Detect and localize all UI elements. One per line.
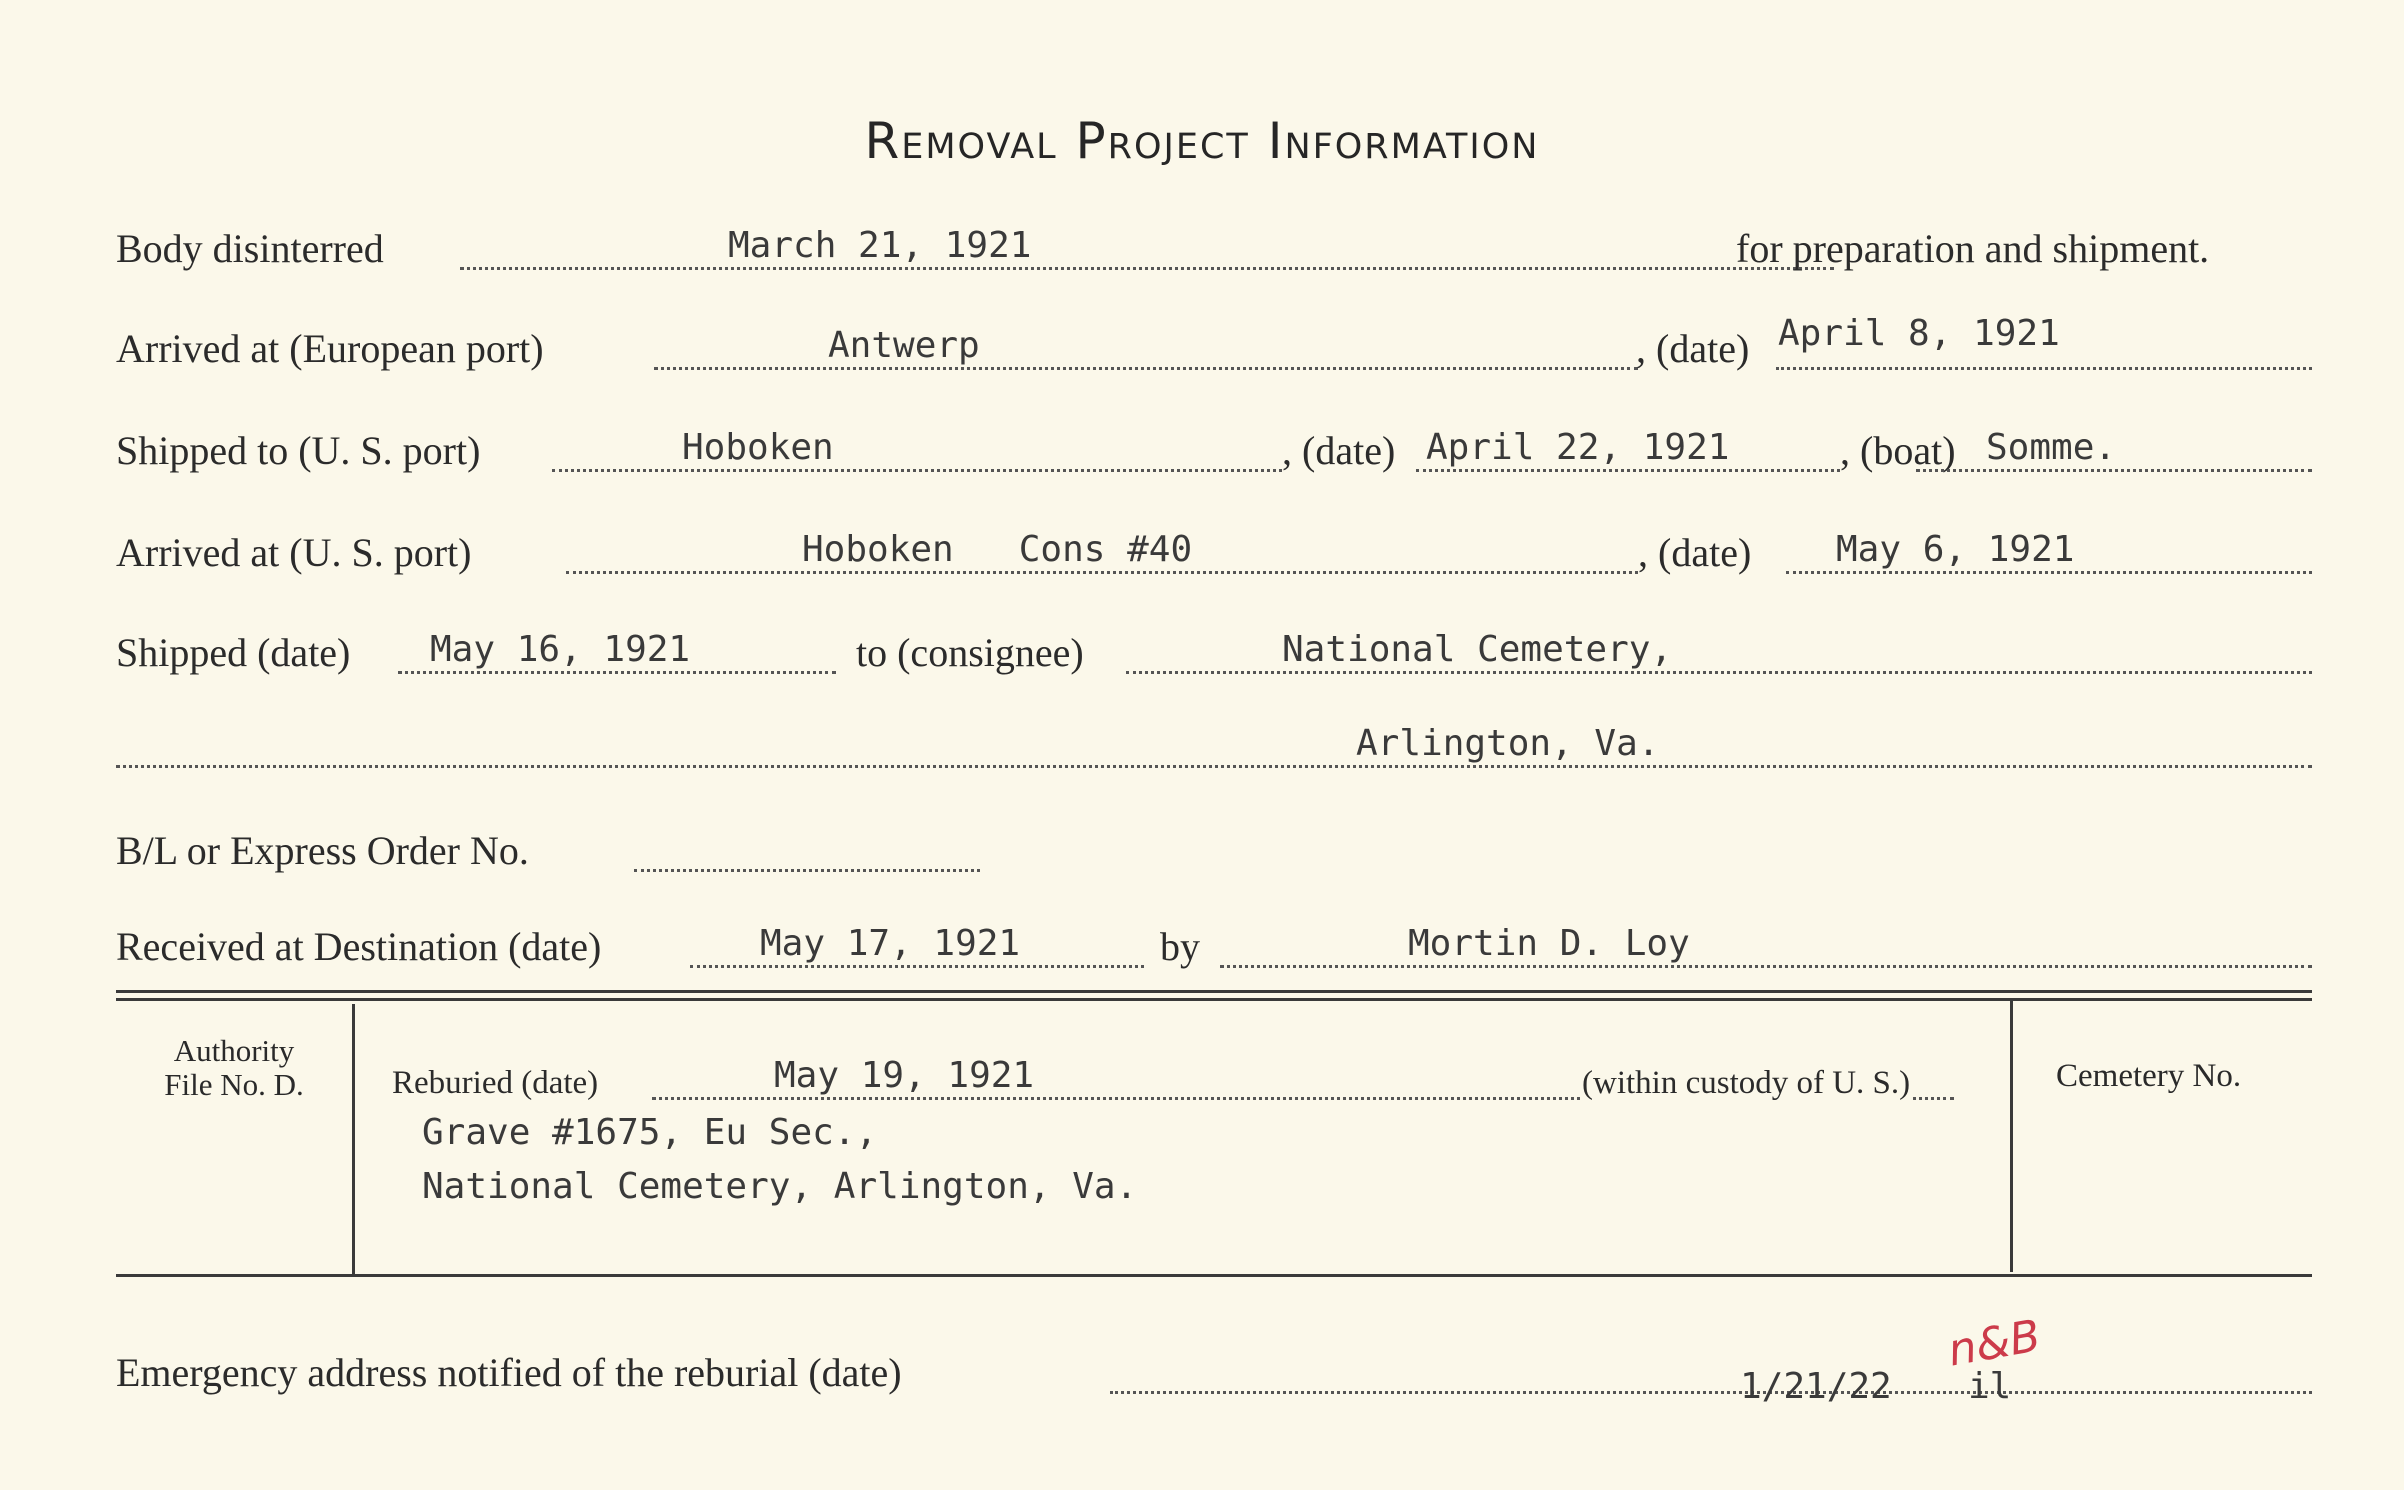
disinterred-value: March 21, 1921 bbox=[728, 225, 1032, 266]
row-us-port-arrived bbox=[116, 514, 2312, 584]
us-port-arrived-label: Arrived at (U. S. port) bbox=[116, 530, 472, 575]
shipped-label: Shipped (date) bbox=[116, 630, 351, 675]
us-port-shipped-date: April 22, 1921 bbox=[1426, 427, 1730, 468]
bl-label: B/L or Express Order No. bbox=[116, 828, 529, 873]
grave-line-1: Grave #1675, Eu Sec., bbox=[422, 1112, 878, 1153]
box-divider-left bbox=[352, 1004, 355, 1276]
row-reburied bbox=[392, 1040, 2044, 1110]
disinterred-suffix: for preparation and shipment. bbox=[1736, 226, 2210, 271]
boat-line bbox=[1916, 469, 2312, 472]
row-shipped bbox=[116, 614, 2312, 684]
authority-file-label bbox=[116, 1034, 352, 1102]
shipped-date-line bbox=[398, 671, 836, 674]
red-handwritten-mark: n&B bbox=[1944, 1310, 2045, 1377]
row-received bbox=[116, 908, 2312, 978]
card-title: Removal Project Information bbox=[864, 112, 1540, 170]
row-bl bbox=[116, 812, 2312, 882]
received-date-line bbox=[690, 965, 1144, 968]
boat-value: Somme. bbox=[1986, 427, 2117, 468]
consignee-continued-line bbox=[116, 765, 2312, 768]
disinterred-line bbox=[460, 267, 1834, 270]
row-consignee-continued bbox=[116, 708, 2312, 778]
us-port-shipped-date-label: , (date) bbox=[1282, 428, 1396, 473]
box-top-rule bbox=[116, 990, 2312, 993]
european-port-date-label: , (date) bbox=[1636, 326, 1750, 371]
european-port-line bbox=[654, 367, 1638, 370]
us-port-arrived-line bbox=[566, 571, 1638, 574]
us-port-shipped-line bbox=[552, 469, 1282, 472]
received-by: Mortin D. Loy bbox=[1408, 923, 1690, 964]
consignee-line bbox=[1126, 671, 2312, 674]
european-port-date-line bbox=[1776, 367, 2312, 370]
consignee-label: to (consignee) bbox=[856, 630, 1084, 675]
row-us-port-shipped bbox=[116, 412, 2312, 482]
row-disinterred bbox=[116, 210, 2312, 280]
received-label: Received at Destination (date) bbox=[116, 924, 602, 969]
boat-label: , (boat) bbox=[1840, 428, 1956, 473]
us-port-shipped-date-line bbox=[1416, 469, 1840, 472]
cemetery-no-label: Cemetery No. bbox=[2056, 1058, 2242, 1094]
us-port-arrived-value: Hoboken Cons #40 bbox=[802, 529, 1193, 570]
box-bottom-rule bbox=[116, 1274, 2312, 1277]
us-port-arrived-date: May 6, 1921 bbox=[1836, 529, 2075, 570]
custody-label: (within custody of U. S.) bbox=[1582, 1065, 1911, 1101]
us-port-arrived-date-label: , (date) bbox=[1638, 530, 1752, 575]
authority-label-line2: File No. D. bbox=[164, 1067, 304, 1102]
european-port-value: Antwerp bbox=[828, 325, 980, 366]
european-port-label: Arrived at (European port) bbox=[116, 326, 544, 371]
emergency-label: Emergency address notified of the reburial (date) bbox=[116, 1350, 902, 1395]
european-port-date: April 8, 1921 bbox=[1778, 313, 2060, 354]
received-by-line bbox=[1220, 965, 2312, 968]
reburied-label: Reburied (date) bbox=[392, 1065, 599, 1101]
us-port-arrived-date-line bbox=[1786, 571, 2312, 574]
bl-line bbox=[634, 869, 980, 872]
row-european-port bbox=[116, 310, 2312, 380]
emergency-line bbox=[1110, 1391, 2312, 1394]
consignee-line2: Arlington, Va. bbox=[1356, 723, 1660, 764]
reburied-date: May 19, 1921 bbox=[774, 1055, 1035, 1096]
grave-line-2: National Cemetery, Arlington, Va. bbox=[422, 1166, 1138, 1207]
us-port-shipped-value: Hoboken bbox=[682, 427, 834, 468]
received-date: May 17, 1921 bbox=[760, 923, 1021, 964]
emergency-date: 1/21/22 bbox=[1740, 1366, 1892, 1407]
received-by-label: by bbox=[1160, 924, 1200, 969]
emergency-initials: il bbox=[1968, 1366, 2012, 1407]
disinterred-label: Body disinterred bbox=[116, 226, 384, 271]
box-top-rule-2 bbox=[116, 998, 2312, 1001]
shipped-date: May 16, 1921 bbox=[430, 629, 691, 670]
us-port-shipped-label: Shipped to (U. S. port) bbox=[116, 428, 481, 473]
consignee-value: National Cemetery, bbox=[1282, 629, 1673, 670]
authority-label-line1: Authority bbox=[173, 1033, 295, 1068]
